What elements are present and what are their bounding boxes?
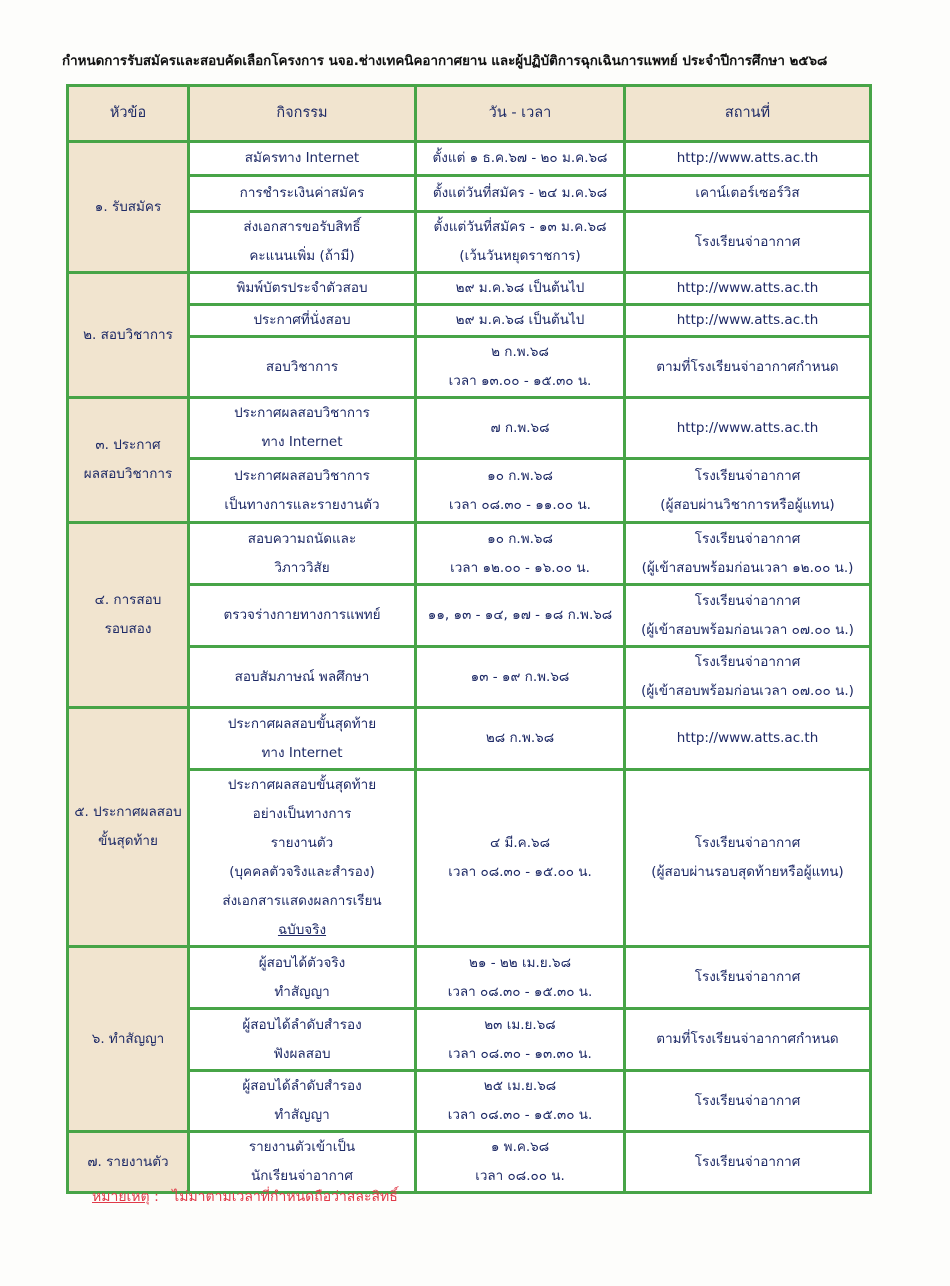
cell-line: ๑๓ - ๑๙ ก.พ.๖๘ bbox=[470, 668, 570, 685]
cell-line: ประกาศผลสอบวิชาการ bbox=[234, 405, 370, 421]
cell-line: โรงเรียนจ่าอากาศ bbox=[694, 1153, 801, 1170]
header-activity: กิจกรรม bbox=[189, 86, 416, 142]
datetime-cell bbox=[416, 176, 625, 212]
cell-line: ๒๘ ก.พ.๖๘ bbox=[485, 730, 555, 746]
topic-cell bbox=[68, 142, 189, 273]
place-cell bbox=[625, 523, 871, 585]
cell-line: ตั้งแต่วันที่สมัคร - ๑๓ ม.ค.๖๘ bbox=[433, 219, 607, 235]
place-cell bbox=[625, 585, 871, 647]
cell-line: เวลา ๑๓.๐๐ - ๑๕.๓๐ น. bbox=[448, 373, 592, 389]
schedule-row bbox=[68, 523, 871, 585]
cell-line: ๒๕ เม.ย.๖๘ bbox=[483, 1078, 557, 1094]
cell-line: เวลา ๐๘.๐๐ น. bbox=[475, 1168, 565, 1184]
cell-line: ทำสัญญา bbox=[274, 1107, 330, 1123]
datetime-cell bbox=[416, 1132, 625, 1193]
remark-note: หมายเหตุ : ไม่มาตามเวลาที่กำหนดถือว่าสละสิทธิ์ bbox=[92, 1189, 398, 1205]
remark-label: หมายเหตุ bbox=[92, 1189, 150, 1205]
schedule-row bbox=[68, 647, 871, 708]
cell-line: ๑๐ ก.พ.๖๘ bbox=[487, 530, 553, 547]
cell-line: ๗. รายงานตัว bbox=[87, 1153, 169, 1170]
cell-line: (ผู้เข้าสอบพร้อมก่อนเวลา ๐๗.๐๐ น.) bbox=[641, 683, 854, 699]
cell-line: โรงเรียนจ่าอากาศ bbox=[694, 530, 801, 547]
cell-line: ผลสอบวิชาการ bbox=[83, 466, 173, 482]
datetime-cell bbox=[416, 459, 625, 523]
schedule-row bbox=[68, 947, 871, 1009]
cell-line: ประกาศที่นั่งสอบ bbox=[253, 312, 351, 328]
schedule-row bbox=[68, 770, 871, 947]
datetime-cell bbox=[416, 708, 625, 770]
cell-line: ประกาศผลสอบขั้นสุดท้าย bbox=[227, 777, 377, 793]
cell-line: รายงานตัวเข้าเป็น bbox=[248, 1139, 356, 1155]
cell-line: สอบความถนัดและ bbox=[247, 530, 357, 547]
place-cell bbox=[625, 1071, 871, 1132]
activity-cell bbox=[189, 459, 416, 523]
activity-cell bbox=[189, 398, 416, 459]
cell-line: รอบสอง bbox=[104, 621, 152, 637]
topic-cell bbox=[68, 398, 189, 523]
cell-line: สอบสัมภาษณ์ พลศึกษา bbox=[234, 668, 370, 685]
schedule-row bbox=[68, 305, 871, 337]
cell-line: โรงเรียนจ่าอากาศ bbox=[694, 467, 801, 484]
cell-line: ๑๐ ก.พ.๖๘ bbox=[487, 467, 553, 484]
cell-line: สมัครทาง Internet bbox=[244, 150, 360, 166]
cell-line: http://www.atts.ac.th bbox=[676, 312, 819, 328]
activity-cell bbox=[189, 176, 416, 212]
cell-line: อย่างเป็นทางการ bbox=[252, 806, 352, 822]
cell-line: โรงเรียนจ่าอากาศ bbox=[694, 835, 801, 851]
cell-line: ฉบับจริง bbox=[277, 922, 327, 938]
activity-cell bbox=[189, 585, 416, 647]
cell-line: เคาน์เตอร์เซอร์วิส bbox=[695, 185, 800, 201]
activity-cell bbox=[189, 212, 416, 273]
cell-line: เวลา ๐๘.๓๐ - ๑๑.๐๐ น. bbox=[449, 496, 591, 513]
header-place: สถานที่ bbox=[625, 86, 871, 142]
datetime-cell bbox=[416, 305, 625, 337]
cell-line: ๓. ประกาศ bbox=[95, 437, 161, 453]
schedule-row bbox=[68, 1071, 871, 1132]
cell-line: ๒๙ ม.ค.๖๘ เป็นต้นไป bbox=[455, 312, 585, 328]
datetime-cell bbox=[416, 398, 625, 459]
cell-line: http://www.atts.ac.th bbox=[676, 280, 819, 296]
cell-line: เวลา ๐๘.๓๐ - ๑๓.๓๐ น. bbox=[448, 1045, 592, 1062]
place-cell bbox=[625, 459, 871, 523]
cell-line: เป็นทางการและรายงานตัว bbox=[224, 496, 380, 513]
cell-line: (ผู้สอบผ่านรอบสุดท้ายหรือผู้แทน) bbox=[651, 864, 844, 880]
activity-cell bbox=[189, 305, 416, 337]
topic-cell bbox=[68, 1132, 189, 1193]
activity-cell bbox=[189, 273, 416, 305]
place-cell bbox=[625, 947, 871, 1009]
cell-line: (ผู้เข้าสอบพร้อมก่อนเวลา ๐๗.๐๐ น.) bbox=[641, 621, 854, 638]
datetime-cell bbox=[416, 770, 625, 947]
topic-cell bbox=[68, 708, 189, 947]
place-cell bbox=[625, 273, 871, 305]
datetime-cell bbox=[416, 273, 625, 305]
cell-line: เวลา ๐๘.๓๐ - ๑๕.๓๐ น. bbox=[447, 1107, 593, 1123]
topic-cell bbox=[68, 273, 189, 398]
header-row bbox=[68, 86, 871, 142]
schedule-row bbox=[68, 142, 871, 176]
cell-line: ๗ ก.พ.๖๘ bbox=[490, 419, 550, 436]
place-cell bbox=[625, 1132, 871, 1193]
schedule-row bbox=[68, 459, 871, 523]
schedule-row bbox=[68, 398, 871, 459]
cell-line: วิภาววิสัย bbox=[274, 559, 330, 576]
topic-cell bbox=[68, 523, 189, 708]
activity-cell bbox=[189, 142, 416, 176]
cell-line: ๑. รับสมัคร bbox=[94, 198, 162, 215]
remark-text: ไม่มาตามเวลาที่กำหนดถือว่าสละสิทธิ์ bbox=[172, 1189, 398, 1205]
document-title: กำหนดการรับสมัครและสอบคัดเลือกโครงการ นจอ.ช่างเทคนิคอากาศยาน และผู้ปฏิบัติการฉุกเฉินการแพทย์ ประจำปีการศึกษา ๒๕๖๘ bbox=[62, 54, 828, 69]
topic-cell bbox=[68, 947, 189, 1132]
cell-line: ประกาศผลสอบขั้นสุดท้าย bbox=[227, 715, 377, 732]
cell-line: เวลา ๐๘.๓๐ - ๑๕.๓๐ น. bbox=[447, 983, 593, 1000]
activity-cell bbox=[189, 337, 416, 398]
cell-line: พิมพ์บัตรประจำตัวสอบ bbox=[236, 280, 368, 296]
schedule-row bbox=[68, 176, 871, 212]
cell-line: สอบวิชาการ bbox=[265, 358, 339, 375]
cell-line: โรงเรียนจ่าอากาศ bbox=[694, 969, 801, 985]
cell-line: ส่งเอกสารขอรับสิทธิ์ bbox=[243, 219, 361, 235]
cell-line: ทาง Internet bbox=[261, 744, 343, 761]
cell-line: โรงเรียนจ่าอากาศ bbox=[694, 1092, 801, 1109]
schedule-body bbox=[68, 142, 871, 1193]
activity-cell bbox=[189, 947, 416, 1009]
cell-line: ตั้งแต่วันที่สมัคร - ๒๔ ม.ค.๖๘ bbox=[432, 185, 608, 201]
cell-line: ประกาศผลสอบวิชาการ bbox=[234, 467, 370, 484]
schedule-row bbox=[68, 708, 871, 770]
place-cell bbox=[625, 176, 871, 212]
cell-line: (บุคคลตัวจริงและสำรอง) bbox=[229, 864, 375, 880]
cell-line: การชำระเงินค่าสมัคร bbox=[239, 185, 365, 201]
cell-line: คะแนนเพิ่ม (ถ้ามี) bbox=[249, 248, 355, 264]
cell-line: ตั้งแต่ ๑ ธ.ค.๖๗ - ๒๐ ม.ค.๖๘ bbox=[432, 150, 608, 166]
datetime-cell bbox=[416, 337, 625, 398]
cell-line: โรงเรียนจ่าอากาศ bbox=[694, 233, 801, 250]
schedule-row bbox=[68, 1009, 871, 1071]
cell-line: ตรวจร่างกายทางการแพทย์ bbox=[223, 607, 381, 623]
activity-cell bbox=[189, 1071, 416, 1132]
cell-line: ทำสัญญา bbox=[274, 983, 330, 1000]
header-datetime: วัน - เวลา bbox=[416, 86, 625, 142]
cell-line: ส่งเอกสารแสดงผลการเรียน bbox=[222, 893, 382, 909]
cell-line: ตามที่โรงเรียนจ่าอากาศกำหนด bbox=[656, 1031, 839, 1047]
cell-line: ๑๑, ๑๓ - ๑๔, ๑๗ - ๑๘ ก.พ.๖๘ bbox=[427, 607, 613, 623]
cell-line: รายงานตัว bbox=[270, 835, 334, 851]
cell-line: ผู้สอบได้ลำดับสำรอง bbox=[242, 1016, 362, 1033]
datetime-cell bbox=[416, 1071, 625, 1132]
cell-line: ๔. การสอบ bbox=[94, 592, 162, 608]
place-cell bbox=[625, 1009, 871, 1071]
place-cell bbox=[625, 305, 871, 337]
schedule-row bbox=[68, 1132, 871, 1193]
datetime-cell bbox=[416, 947, 625, 1009]
place-cell bbox=[625, 337, 871, 398]
cell-line: โรงเรียนจ่าอากาศ bbox=[694, 654, 801, 670]
schedule-table bbox=[66, 84, 872, 1194]
cell-line: เวลา ๐๘.๓๐ - ๑๕.๐๐ น. bbox=[448, 864, 592, 880]
cell-line: ขั้นสุดท้าย bbox=[98, 833, 158, 849]
cell-line: ฟังผลสอบ bbox=[273, 1045, 331, 1062]
activity-cell bbox=[189, 647, 416, 708]
place-cell bbox=[625, 398, 871, 459]
cell-line: (เว้นวันหยุดราชการ) bbox=[459, 248, 581, 264]
activity-cell bbox=[189, 1132, 416, 1193]
activity-cell bbox=[189, 708, 416, 770]
cell-line: ๒. สอบวิชาการ bbox=[83, 326, 173, 343]
place-cell bbox=[625, 212, 871, 273]
cell-line: ๑ พ.ค.๖๘ bbox=[490, 1139, 550, 1155]
datetime-cell bbox=[416, 212, 625, 273]
cell-line: http://www.atts.ac.th bbox=[676, 150, 819, 166]
cell-line: ๕. ประกาศผลสอบ bbox=[74, 804, 182, 820]
place-cell bbox=[625, 770, 871, 947]
cell-line: ๒๙ ม.ค.๖๘ เป็นต้นไป bbox=[455, 280, 585, 296]
datetime-cell bbox=[416, 523, 625, 585]
schedule-row bbox=[68, 337, 871, 398]
datetime-cell bbox=[416, 647, 625, 708]
cell-line: ๒๓ เม.ย.๖๘ bbox=[484, 1016, 556, 1033]
cell-line: เวลา ๑๒.๐๐ - ๑๖.๐๐ น. bbox=[450, 559, 590, 576]
cell-line: ตามที่โรงเรียนจ่าอากาศกำหนด bbox=[656, 358, 839, 375]
cell-line: ๒๑ - ๒๒ เม.ย.๖๘ bbox=[468, 954, 571, 971]
activity-cell bbox=[189, 770, 416, 947]
activity-cell bbox=[189, 1009, 416, 1071]
datetime-cell bbox=[416, 585, 625, 647]
cell-line: ๔ มี.ค.๖๘ bbox=[489, 835, 550, 851]
datetime-cell bbox=[416, 142, 625, 176]
cell-line: ผู้สอบได้ลำดับสำรอง bbox=[242, 1078, 362, 1094]
place-cell bbox=[625, 142, 871, 176]
datetime-cell bbox=[416, 1009, 625, 1071]
header-topic: หัวข้อ bbox=[68, 86, 189, 142]
place-cell bbox=[625, 647, 871, 708]
cell-line: ๖. ทำสัญญา bbox=[91, 1030, 165, 1047]
activity-cell bbox=[189, 523, 416, 585]
cell-line: http://www.atts.ac.th bbox=[676, 419, 819, 436]
cell-line: (ผู้สอบผ่านวิชาการหรือผู้แทน) bbox=[660, 496, 835, 513]
schedule-row bbox=[68, 212, 871, 273]
schedule-row bbox=[68, 585, 871, 647]
cell-line: ผู้สอบได้ตัวจริง bbox=[258, 954, 346, 971]
cell-line: โรงเรียนจ่าอากาศ bbox=[694, 592, 801, 609]
cell-line: ๒ ก.พ.๖๘ bbox=[491, 344, 549, 360]
cell-line: (ผู้เข้าสอบพร้อมก่อนเวลา ๑๒.๐๐ น.) bbox=[641, 559, 854, 576]
place-cell bbox=[625, 708, 871, 770]
cell-line: http://www.atts.ac.th bbox=[676, 730, 819, 746]
cell-line: ทาง Internet bbox=[261, 434, 343, 450]
cell-line: นักเรียนจ่าอากาศ bbox=[251, 1168, 353, 1184]
schedule-row bbox=[68, 273, 871, 305]
